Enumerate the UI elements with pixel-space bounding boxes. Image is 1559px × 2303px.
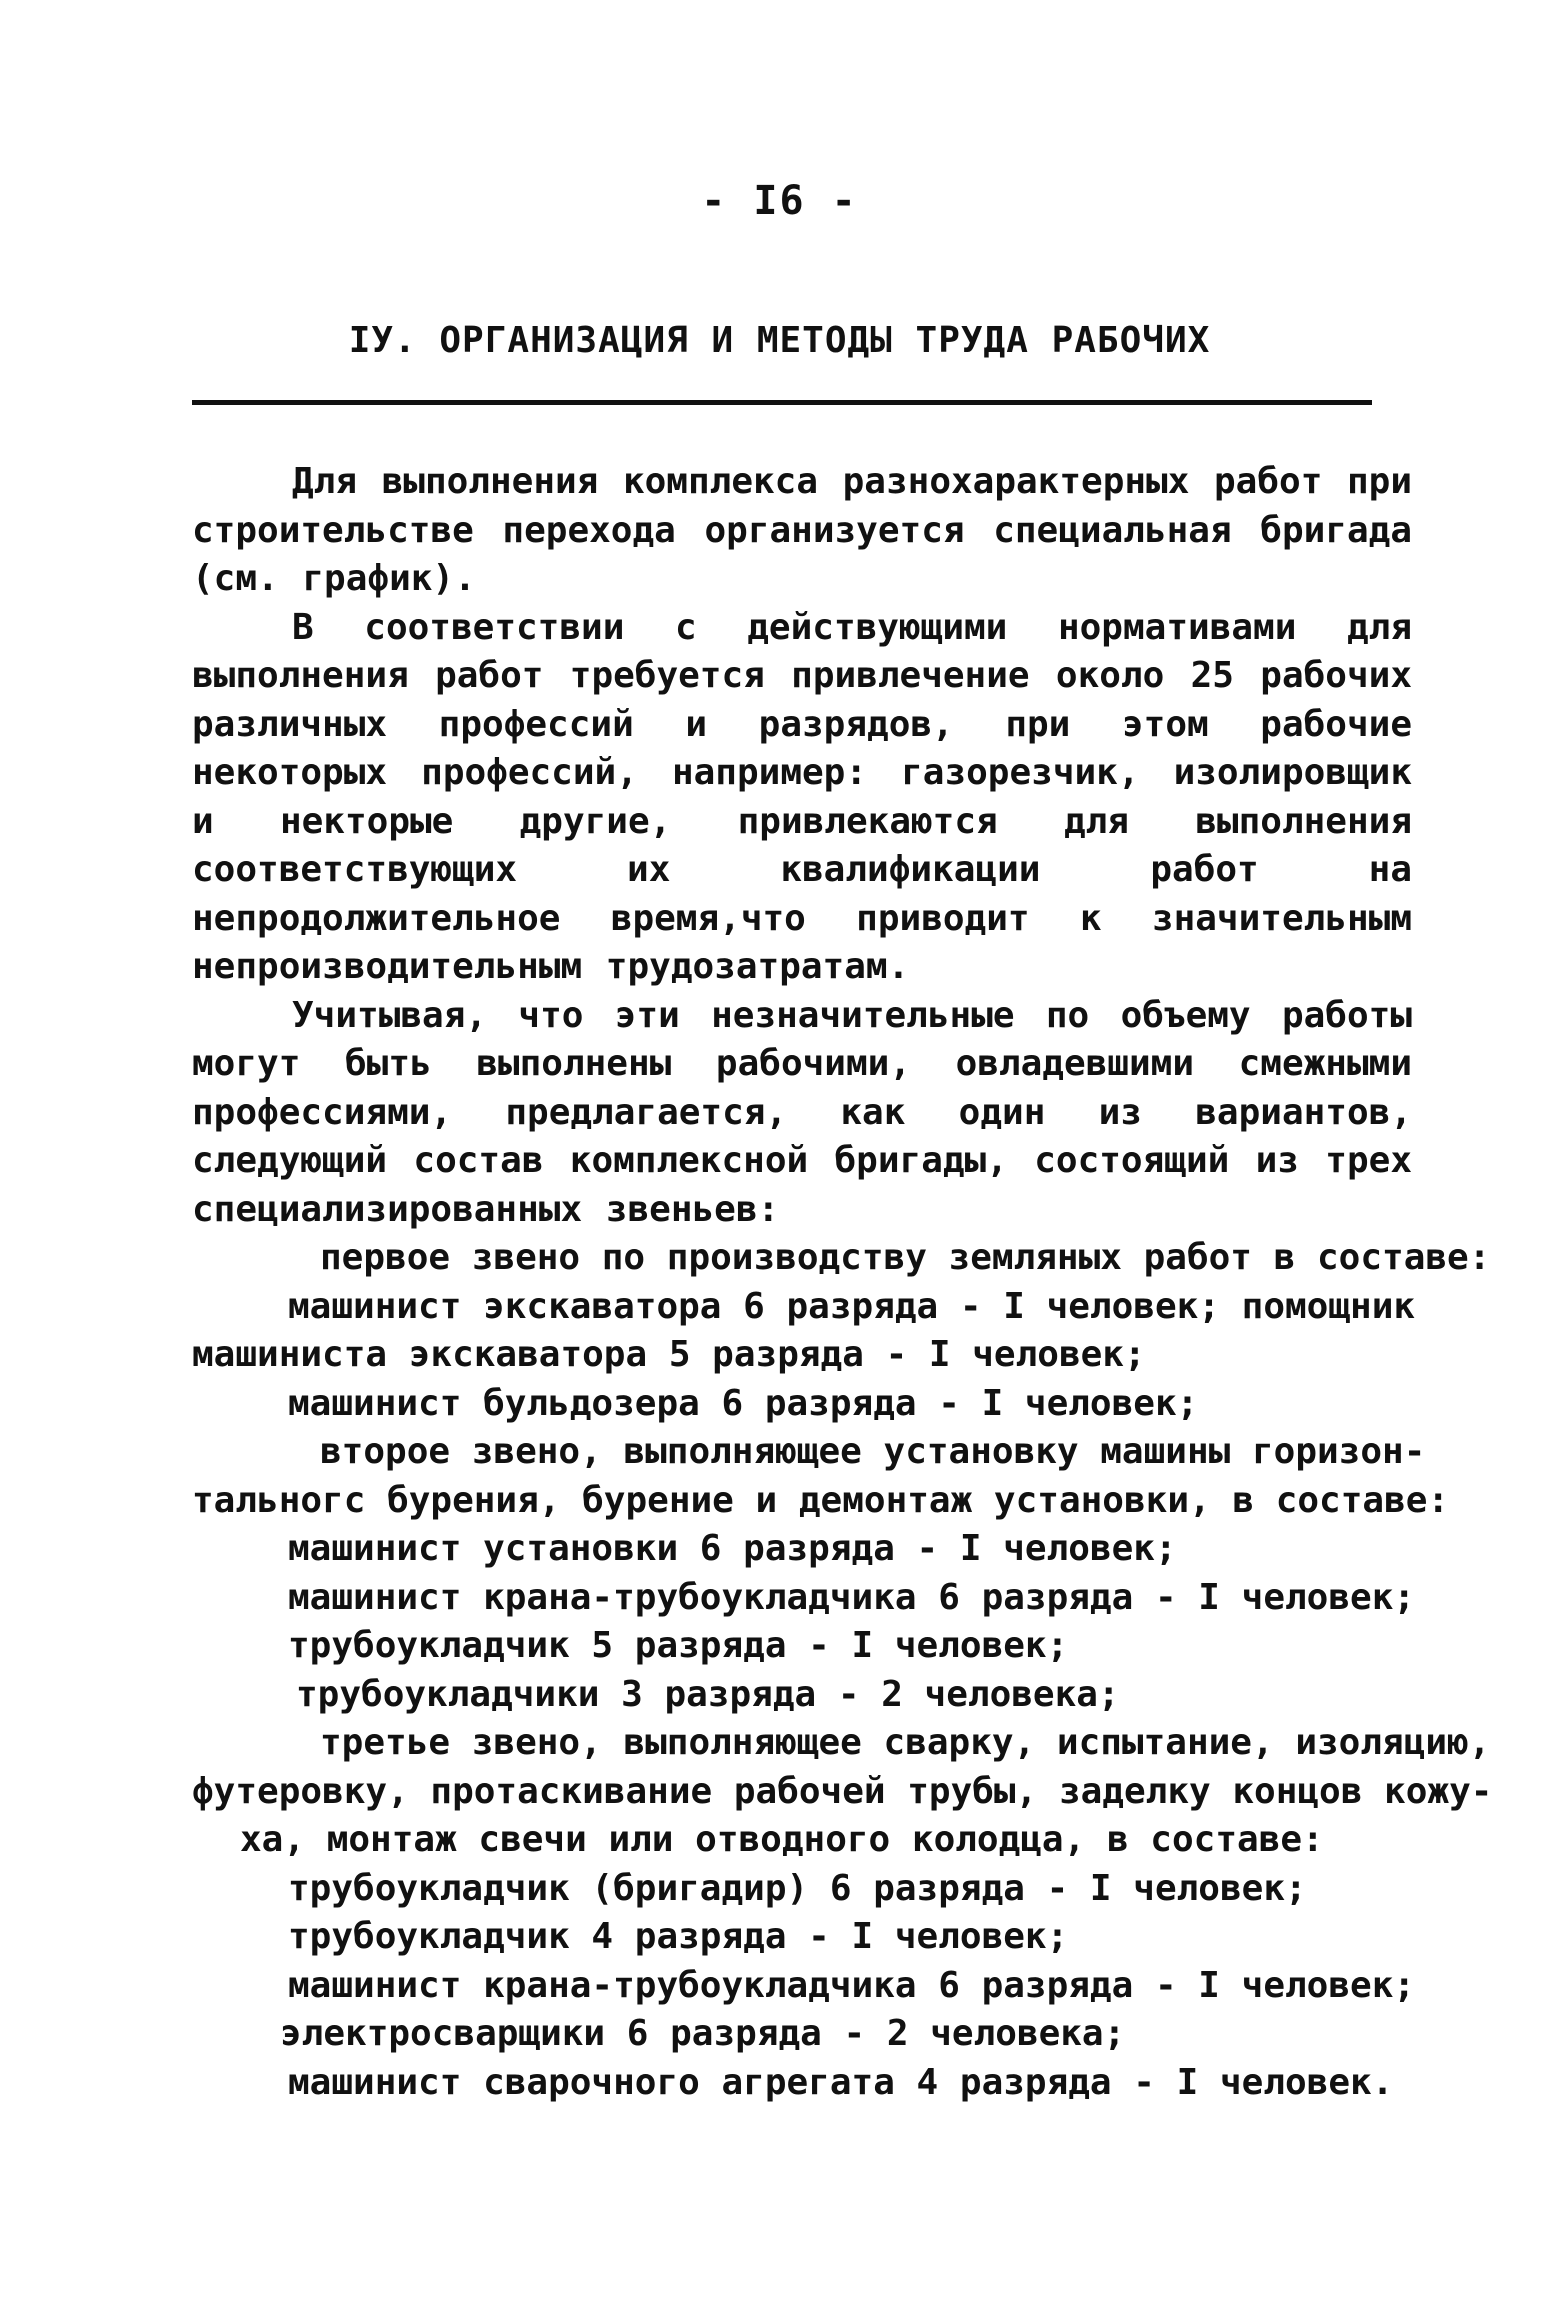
link-3-heading-continued: футеровку, протаскивание рабочей трубы, заделку концов кожу- bbox=[192, 1770, 1493, 1812]
link-3-line: электросварщики 6 разряда - 2 человека; bbox=[280, 2013, 1126, 2054]
link-1-line: машинист экскаватора 6 разряда - I человек; помощник bbox=[288, 1285, 1416, 1327]
link-3-line: машинист сварочного агрегата 4 разряда - I человек. bbox=[288, 2061, 1394, 2103]
paragraph-norms: В соответствии с действующими нормативами для выполнения работ требуется привлечение около 25 рабочих различных профессий и разрядов, при этом рабочие некоторых профессий, например: газорезчик, изолировщик и некторые другие, привлекаются для выполнения соответствующих их квалификации работ на непродолжительное время,что приводит к значительным непроизводительным трудозатратам. bbox=[192, 606, 1412, 987]
link-2-line: трубоукладчик 5 разряда - I человек; bbox=[288, 1625, 1069, 1666]
link-1-line: машиниста экскаватора 5 разряда - I человек; bbox=[192, 1334, 1146, 1375]
section-title: IУ. ОРГАНИЗАЦИЯ И МЕТОДЫ ТРУДА РАБОЧИХ bbox=[348, 320, 1211, 361]
link-2-line: трубоукладчики 3 разряда - 2 человека; bbox=[296, 1673, 1120, 1715]
link-1-heading: первое звено по производству земляных работ в составе: bbox=[320, 1237, 1491, 1278]
link-1-line: машинист бульдозера 6 разряда - I человек; bbox=[288, 1382, 1199, 1424]
link-2-line: машинист крана-трубоукладчика 6 разряда - I человек; bbox=[288, 1576, 1416, 1618]
link-3-heading: третье звено, выполняющее сварку, испытание, изоляцию, bbox=[320, 1722, 1491, 1763]
link-3-line: машинист крана-трубоукладчика 6 разряда - I человек; bbox=[288, 1964, 1416, 2006]
paragraph-brigade-intro: Для выполнения комплекса разнохарактерных работ при строительстве перехода организуется специальная бригада (см. график). bbox=[192, 461, 1412, 599]
body-text bbox=[192, 458, 1493, 2107]
link-2-line: машинист установки 6 разряда - I человек; bbox=[288, 1528, 1177, 1569]
paragraph-composition: Учитывая, что эти незначительные по объему работы могут быть выполнены рабочими, овладевшими смежными профессиями, предлагается, как один из вариантов, следующий состав комплексной бригады, состоящий из трех специализированных звеньев: bbox=[192, 994, 1412, 1230]
link-3-heading-continued: ха, монтаж свечи или отводного колодца, в составе: bbox=[240, 1819, 1324, 1860]
page-number: - I6 - bbox=[701, 178, 858, 224]
link-3-line: трубоукладчик 4 разряда - I человек; bbox=[288, 1916, 1069, 1957]
link-3-line: трубоукладчик (бригадир) 6 разряда - I человек; bbox=[288, 1867, 1307, 1909]
link-2-heading-continued: тальногс бурения, бурение и демонтаж установки, в составе: bbox=[192, 1479, 1450, 1521]
title-underline-rule bbox=[192, 400, 1372, 405]
link-2-heading: второе звено, выполняющее установку машины горизон- bbox=[320, 1431, 1426, 1472]
